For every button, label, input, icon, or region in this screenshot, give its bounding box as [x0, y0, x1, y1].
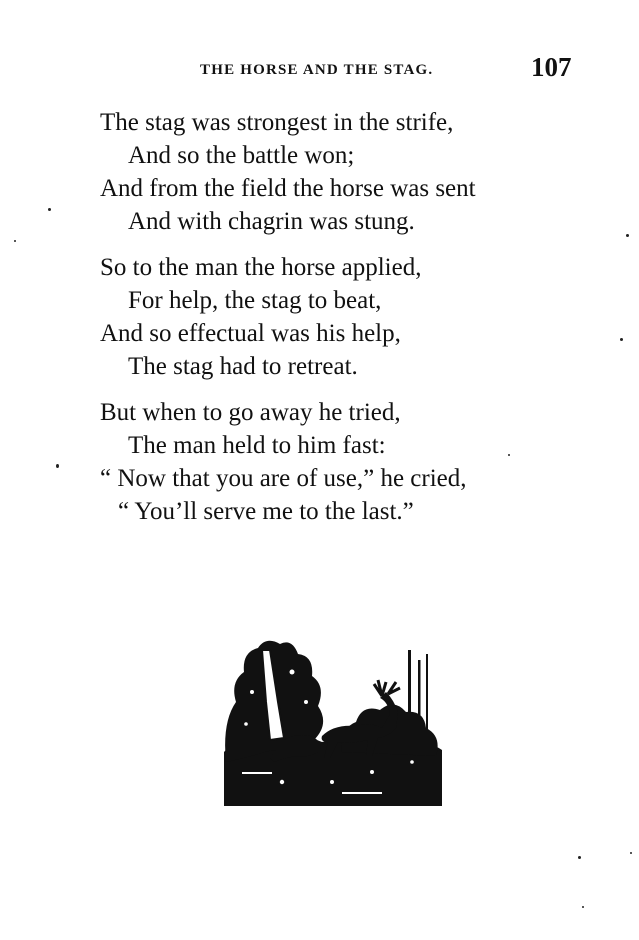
speck	[630, 852, 632, 854]
speck	[626, 234, 629, 237]
stanza-1	[100, 106, 600, 238]
speck	[508, 454, 510, 456]
poem-line: The stag was strongest in the strife,	[100, 109, 454, 136]
stanza-2	[100, 251, 600, 383]
poem-line: And from the field the horse was sent	[100, 175, 476, 202]
poem-line: And with chagrin was stung.	[128, 208, 415, 235]
poem-line: For help, the stag to beat,	[128, 287, 382, 314]
running-title: THE HORSE AND THE STAG.	[200, 62, 434, 78]
poem-line: The stag had to retreat.	[128, 353, 358, 380]
poem-line: The man held to him fast:	[128, 432, 386, 459]
woodcut-stag-vignette-icon	[222, 632, 444, 806]
page-number: 107	[531, 52, 572, 82]
speck	[620, 338, 623, 341]
speck	[582, 906, 584, 908]
speck	[56, 464, 59, 468]
poem-line: “ You’ll serve me to the last.”	[118, 498, 414, 525]
poem-line: And so the battle won;	[128, 142, 355, 169]
poem-line: So to the man the horse applied,	[100, 254, 422, 281]
poem-line: And so effectual was his help,	[100, 320, 401, 347]
poem	[100, 106, 600, 541]
speck	[578, 856, 581, 859]
poem-line: “ Now that you are of use,” he cried,	[100, 465, 467, 492]
speck	[48, 208, 51, 211]
poem-line: But when to go away he tried,	[100, 399, 401, 426]
stanza-3	[100, 396, 600, 528]
speck	[14, 240, 16, 242]
